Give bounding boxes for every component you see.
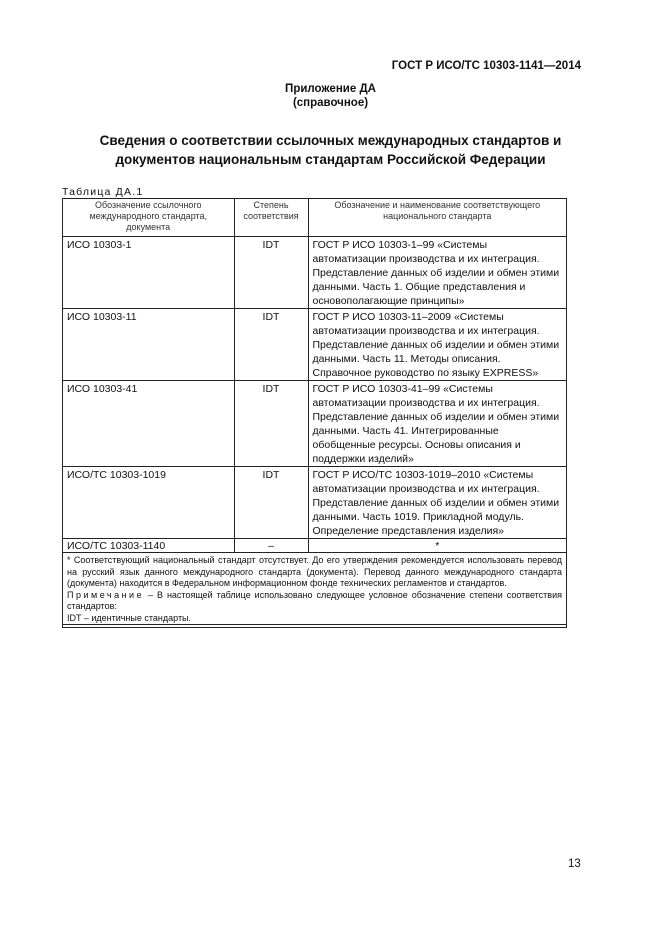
cell-standard: ИСО/ТС 10303-1140 bbox=[63, 539, 234, 553]
cell-degree: IDT bbox=[234, 381, 308, 467]
header-degree: Степень соответствия bbox=[234, 199, 308, 237]
header-national-standard: Обозначение и наименование соответствующего национального стандарта bbox=[308, 199, 566, 237]
cell-standard: ИСО/ТС 10303-1019 bbox=[63, 467, 234, 539]
cell-degree: IDT bbox=[234, 467, 308, 539]
table-header-row bbox=[63, 199, 566, 237]
cell-national-standard: ГОСТ Р ИСО/ТС 10303-1019–2010 «Системы автоматизации производства и их интеграция. Представление данных об изделии и обмен этими данными. Часть 1019. Прикладной модуль. Определение представления изделия» bbox=[308, 467, 566, 539]
cell-standard: ИСО 10303-11 bbox=[63, 309, 234, 381]
table-row bbox=[63, 381, 566, 467]
cell-national-standard: * bbox=[308, 539, 566, 553]
correspondence-table bbox=[62, 198, 567, 628]
table-footnote-cell bbox=[63, 553, 566, 625]
cell-national-standard: ГОСТ Р ИСО 10303-1–99 «Системы автоматизации производства и их интеграция. Представление данных об изделии и обмен этими данными. Часть 1. Общие представления и основополагающие принципы» bbox=[308, 237, 566, 309]
cell-national-standard: ГОСТ Р ИСО 10303-41–99 «Системы автоматизации производства и их интеграция. Представление данных об изделии и обмен этими данными. Часть 41. Интегрированные обобщенные ресурсы. Основы описания и поддержки изделий» bbox=[308, 381, 566, 467]
cell-standard: ИСО 10303-41 bbox=[63, 381, 234, 467]
appendix-subtitle: (справочное) bbox=[292, 97, 369, 109]
cell-degree: – bbox=[234, 539, 308, 553]
cell-degree: IDT bbox=[234, 309, 308, 381]
table-footnote-row bbox=[63, 553, 566, 625]
note-text: – В настоящей таблице использовано следующее условное обозначение степени соответствия стандартов: bbox=[67, 589, 562, 611]
note-line bbox=[67, 590, 562, 613]
footnote-text: * Соответствующий национальный стандарт отсутствует. До его утверждения рекомендуется использовать перевод на русский язык данного международного стандарта (документа). Перевод данного международного стандарта (документа) находится в Федеральном информационном фонде технических регламентов и стандартов. bbox=[67, 555, 562, 588]
appendix-title: Приложение ДА bbox=[285, 83, 376, 95]
table-row bbox=[63, 539, 566, 553]
page-number: 13 bbox=[568, 858, 581, 870]
document-title-line-2: документов национальным стандартам Российской Федерации bbox=[115, 152, 546, 167]
table-row bbox=[63, 237, 566, 309]
document-title bbox=[60, 131, 601, 169]
document-code: ГОСТ Р ИСО/ТС 10303-1141—2014 bbox=[391, 60, 581, 72]
header-standard: Обозначение ссылочного международного стандарта, документа bbox=[63, 199, 234, 237]
document-title-line-1: Сведения о соответствии ссылочных международных стандартов и bbox=[99, 133, 562, 148]
table-row bbox=[63, 309, 566, 381]
cell-degree: IDT bbox=[234, 237, 308, 309]
note-label: Примечание bbox=[67, 589, 145, 600]
table-caption: Таблица ДА.1 bbox=[62, 186, 144, 198]
cell-standard: ИСО 10303-1 bbox=[63, 237, 234, 309]
note-idt: IDT – идентичные стандарты. bbox=[67, 612, 192, 623]
table-row bbox=[63, 467, 566, 539]
cell-national-standard: ГОСТ Р ИСО 10303-11–2009 «Системы автоматизации производства и их интеграция. Представление данных об изделии и обмен этими данными. Часть 11. Методы описания. Справочное руководство по языку EXPRESS» bbox=[308, 309, 566, 381]
appendix-heading bbox=[0, 82, 661, 110]
